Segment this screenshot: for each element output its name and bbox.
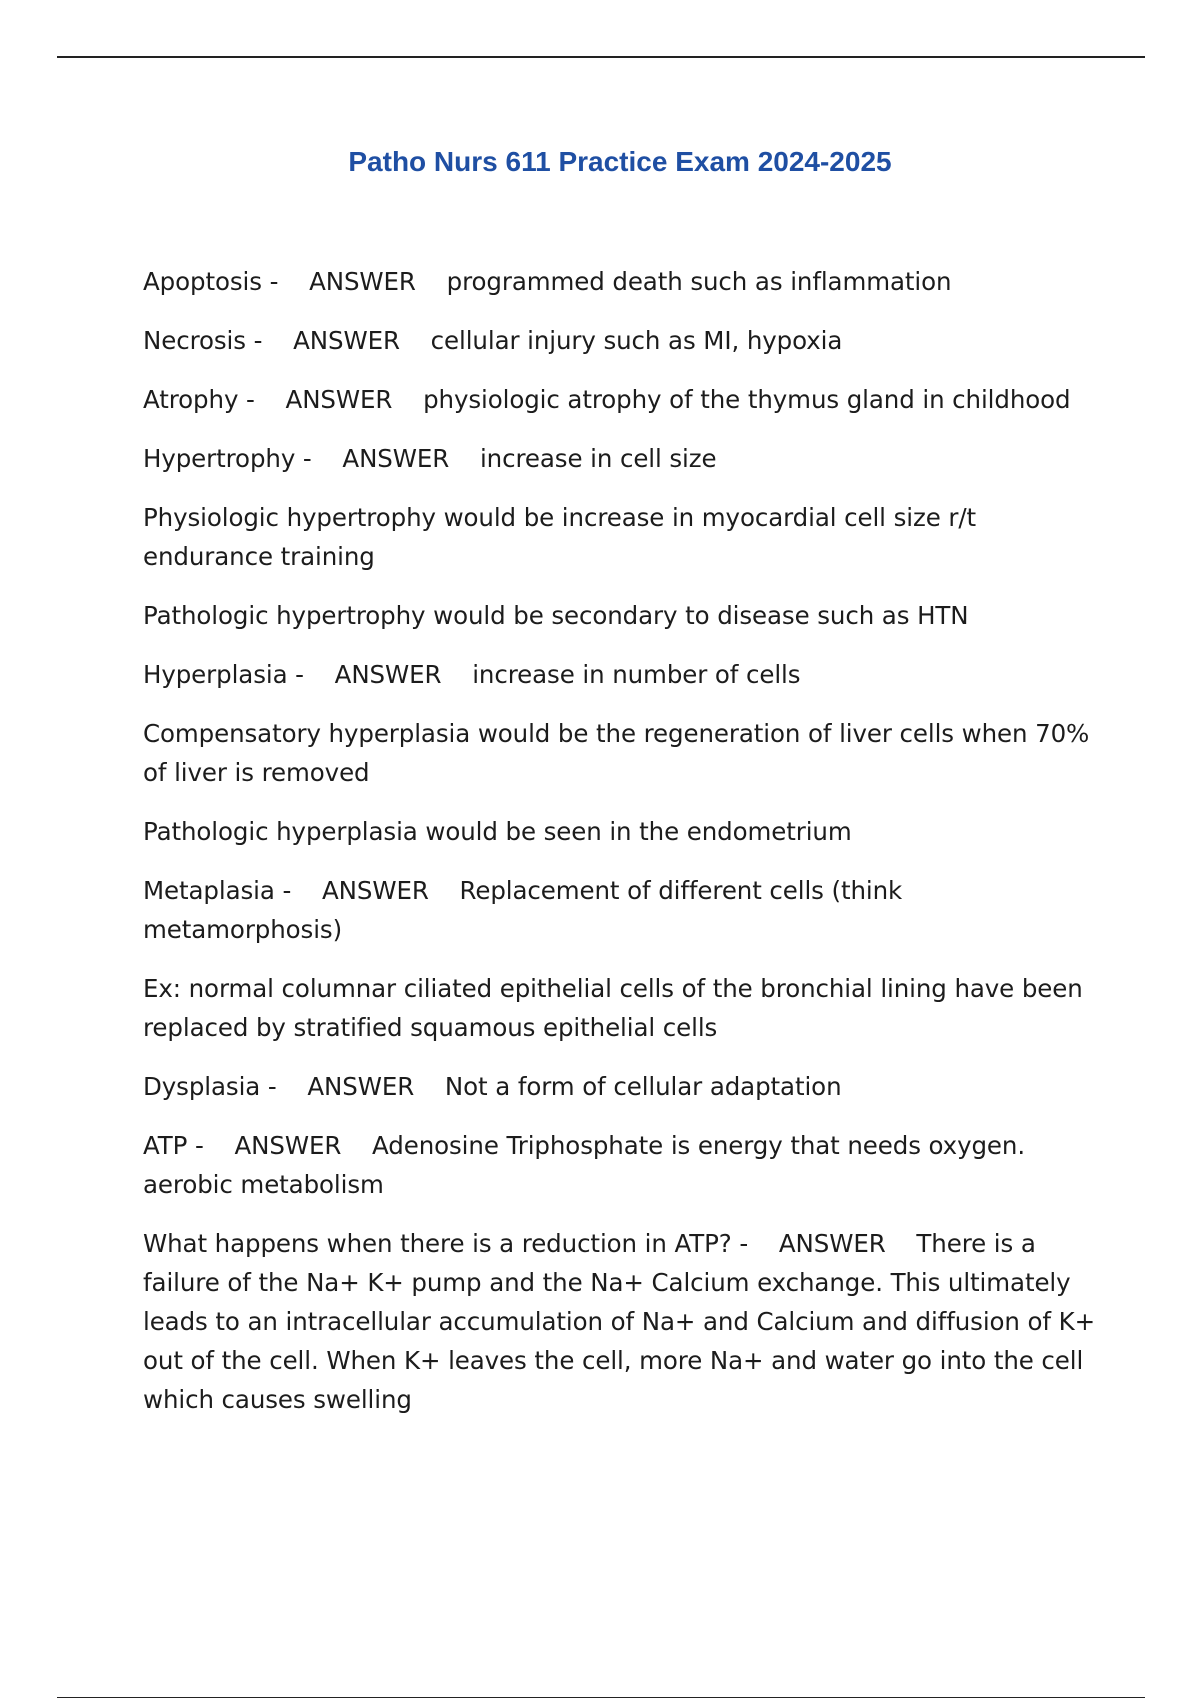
qa-entry-hypertrophy: Hypertrophy - ANSWER increase in cell size [143,444,717,473]
term: Hypertrophy [143,444,296,473]
note-compensatory-hyperplasia: Compensatory hyperplasia would be the regeneration of liver cells when 70% of liver is removed [143,719,1090,787]
term: Hyperplasia [143,660,288,689]
page-title: Patho Nurs 611 Practice Exam 2024-2025 [348,146,892,177]
answer: programmed death such as inflammation [446,267,952,296]
answer-label: ANSWER [293,326,400,355]
term: Necrosis [143,326,246,355]
answer-label: ANSWER [234,1131,342,1160]
term: Atrophy [143,385,239,414]
qa-entry-atrophy: Atrophy - ANSWER physiologic atrophy of the thymus gland in childhood [143,385,1071,414]
term: Apoptosis [143,267,262,296]
qa-entry-necrosis: Necrosis - ANSWER cellular injury such as MI, hypoxia [143,326,843,355]
note-physiologic-hypertrophy: Physiologic hypertrophy would be increase in myocardial cell size r/t endurance training [143,503,977,571]
answer-label: ANSWER [321,876,429,905]
answer-label: ANSWER [285,385,393,414]
answer: Adenosine Triphosphate is energy that needs oxygen. aerobic metabolism [143,1131,1026,1199]
answer: cellular injury such as MI, hypoxia [430,326,843,355]
answer: There is a failure of the Na+ K+ pump and the Na+ Calcium exchange. This ultimately leads to an intracellular accumulation of Na+ and Calcium and diffusion of K+ out of the cell. When K+ leaves the cell, more Na+ and water go into the cell which causes swelling [143,1229,1096,1414]
top-divider [57,56,1145,58]
term: ATP [143,1131,188,1160]
qa-entry-hyperplasia: Hyperplasia - ANSWER increase in number of cells [143,660,801,689]
note-metaplasia-example: Ex: normal columnar ciliated epithelial cells of the bronchial lining have been replaced by stratified squamous epithelial cells [143,974,1083,1042]
answer: Not a form of cellular adaptation [444,1072,842,1101]
answer-label: ANSWER [309,267,416,296]
note-pathologic-hyperplasia: Pathologic hyperplasia would be seen in the endometrium [143,817,852,846]
term: Dysplasia [143,1072,261,1101]
note-pathologic-hypertrophy: Pathologic hypertrophy would be secondary to disease such as HTN [143,601,969,630]
bottom-divider [57,1697,1145,1698]
answer: increase in number of cells [472,660,801,689]
answer: increase in cell size [479,444,717,473]
qa-entry-metaplasia: Metaplasia - ANSWER Replacement of different cells (think metamorphosis) [143,876,903,944]
qa-list [143,262,1103,1439]
answer-label: ANSWER [778,1229,886,1258]
term: What happens when there is a reduction in ATP? [143,1229,732,1258]
term: Metaplasia [143,876,275,905]
answer: Replacement of different cells (think metamorphosis) [143,876,903,944]
qa-entry-atp-reduction: What happens when there is a reduction in ATP? - ANSWER There is a failure of the Na+ K+ pump and the Na+ Calcium exchange. This ultimately leads to an intracellular accumulation of Na+ and Calcium and diffusion of K+ out of the cell. When K+ leaves the cell, more Na+ and water go into the cell which causes swelling [143,1229,1096,1414]
answer: physiologic atrophy of the thymus gland in childhood [423,385,1071,414]
qa-entry-dysplasia: Dysplasia - ANSWER Not a form of cellular adaptation [143,1072,842,1101]
answer-label: ANSWER [334,660,442,689]
qa-entry-apoptosis: Apoptosis - ANSWER programmed death such as inflammation [143,267,952,296]
answer-label: ANSWER [307,1072,415,1101]
qa-entry-atp: ATP - ANSWER Adenosine Triphosphate is energy that needs oxygen. aerobic metabolism [143,1131,1026,1199]
answer-label: ANSWER [342,444,450,473]
